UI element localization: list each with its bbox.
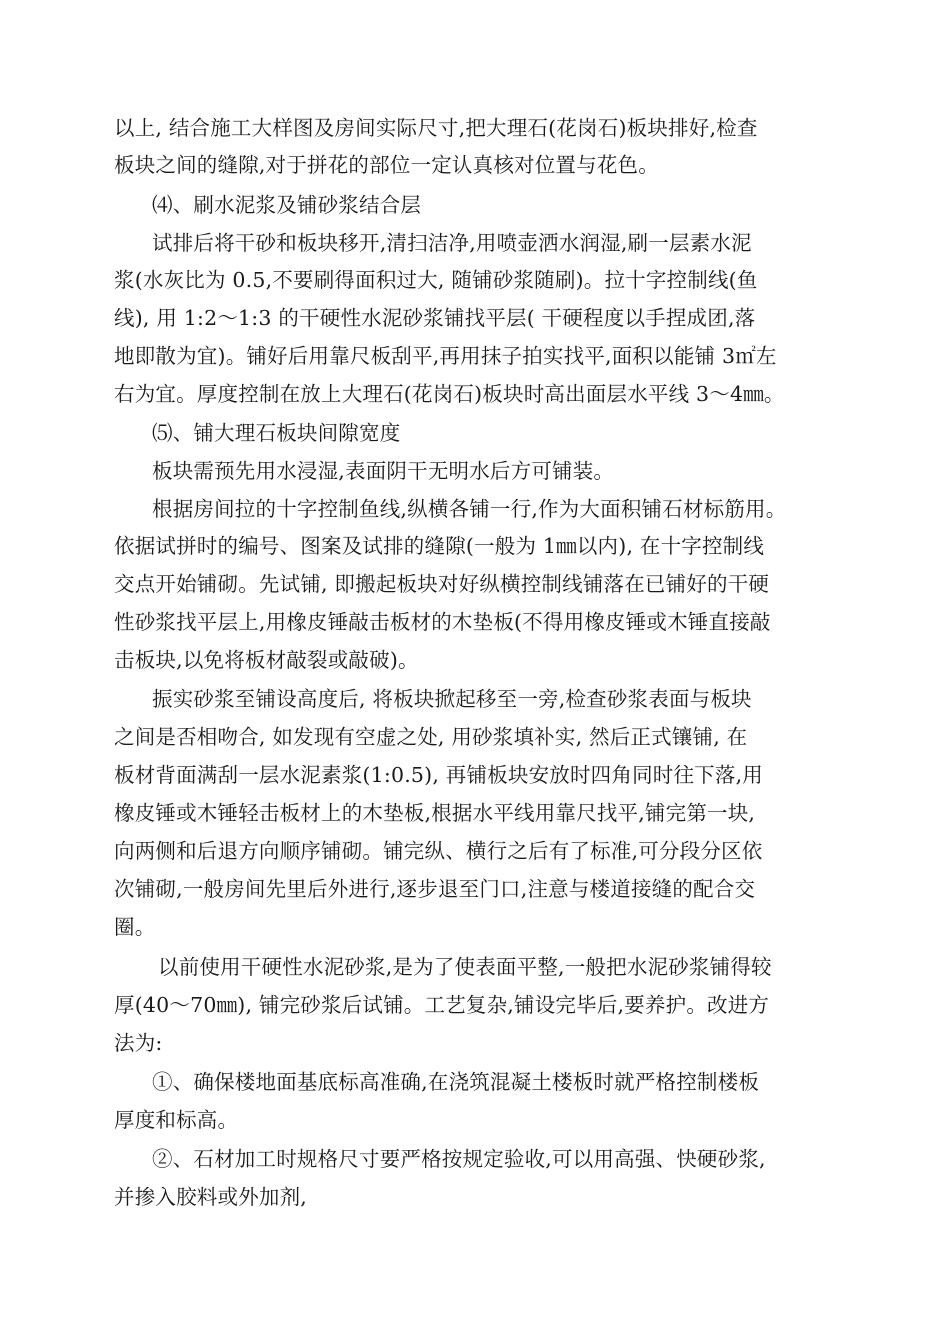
text-line: 交点开始铺砌。先试铺, 即搬起板块对好纵横控制线铺落在已铺好的干硬 (114, 572, 770, 596)
text-line: 橡皮锤或木锤轻击板材上的木垫板,根据水平线用靠尺找平,铺完第一块, (114, 801, 756, 825)
text-line: 地即散为宜)。铺好后用靠尺板刮平,再用抹子拍实找平,面积以能铺 3㎡左 (114, 344, 777, 368)
text-line: 厚度和标高。 (114, 1108, 239, 1132)
text-line: 依据试拼时的编号、图案及试排的缝隙(一般为 1㎜以内), 在十字控制线 (114, 534, 765, 558)
text-line: 之间是否相吻合, 如发现有空虚之处, 用砂浆填补实, 然后正式镶铺, 在 (114, 725, 748, 749)
text-line: 法为: (114, 1031, 163, 1055)
text-line: 右为宜。厚度控制在放上大理石(花岗石)板块时高出面层水平线 3～4㎜。 (114, 382, 785, 406)
text-line: 试排后将干砂和板块移开,清扫洁净,用喷壶洒水润湿,刷一层素水泥 (152, 231, 752, 255)
text-line: 以上, 结合施工大样图及房间实际尺寸,把大理石(花岗石)板块排好,检查 (114, 116, 758, 140)
text-line: 圈。 (114, 915, 156, 939)
text-line: 浆(水灰比为 0.5,不要刷得面积过大, 随铺砂浆随刷)。拉十字控制线(鱼 (114, 268, 758, 292)
text-line: 次铺砌,一般房间先里后外进行,逐步退至门口,注意与楼道接缝的配合交 (114, 877, 756, 901)
text-line: 向两侧和后退方向顺序铺砌。铺完纵、横行之后有了标准,可分段分区依 (114, 839, 763, 863)
text-line: 振实砂浆至铺设高度后, 将板块掀起移至一旁,检查砂浆表面与板块 (152, 687, 752, 711)
text-line: 板块需预先用水浸湿,表面阴干无明水后方可铺装。 (152, 459, 615, 483)
text-line: 线), 用 1:2～1:3 的干硬性水泥砂浆铺找平层( 干硬程度以手捏成团,落 (114, 306, 756, 330)
list-item: ②、石材加工时规格尺寸要严格按规定验收,可以用高强、快硬砂浆, (152, 1147, 766, 1171)
text-line: 板块之间的缝隙,对于拼花的部位一定认真核对位置与花色。 (114, 153, 659, 177)
section-heading: ⑷、刷水泥浆及铺砂浆结合层 (152, 193, 422, 217)
text-line: 击板块,以免将板材敲裂或敲破)。 (114, 648, 419, 672)
text-line: 以前使用干硬性水泥砂浆,是为了使表面平整,一般把水泥砂浆铺得较 (158, 955, 772, 979)
text-line: 并掺入胶料或外加剂, (114, 1185, 308, 1209)
section-heading: ⑸、铺大理石板块间隙宽度 (152, 421, 401, 445)
text-line: 板材背面满刮一层水泥素浆(1:0.5), 再铺板块安放时四角同时往下落,用 (114, 763, 763, 787)
text-line: 厚(40～70㎜), 铺完砂浆后试铺。工艺复杂,铺设完毕后,要养护。改进方 (114, 993, 770, 1017)
list-item: ①、确保楼地面基底标高准确,在浇筑混凝土楼板时就严格控制楼板 (152, 1070, 760, 1094)
text-line: 性砂浆找平层上,用橡皮锤敲击板材的木垫板(不得用橡皮锤或木锤直接敲 (114, 610, 771, 634)
text-line: 根据房间拉的十字控制鱼线,纵横各铺一行,作为大面积铺石材标筋用。 (152, 497, 787, 521)
